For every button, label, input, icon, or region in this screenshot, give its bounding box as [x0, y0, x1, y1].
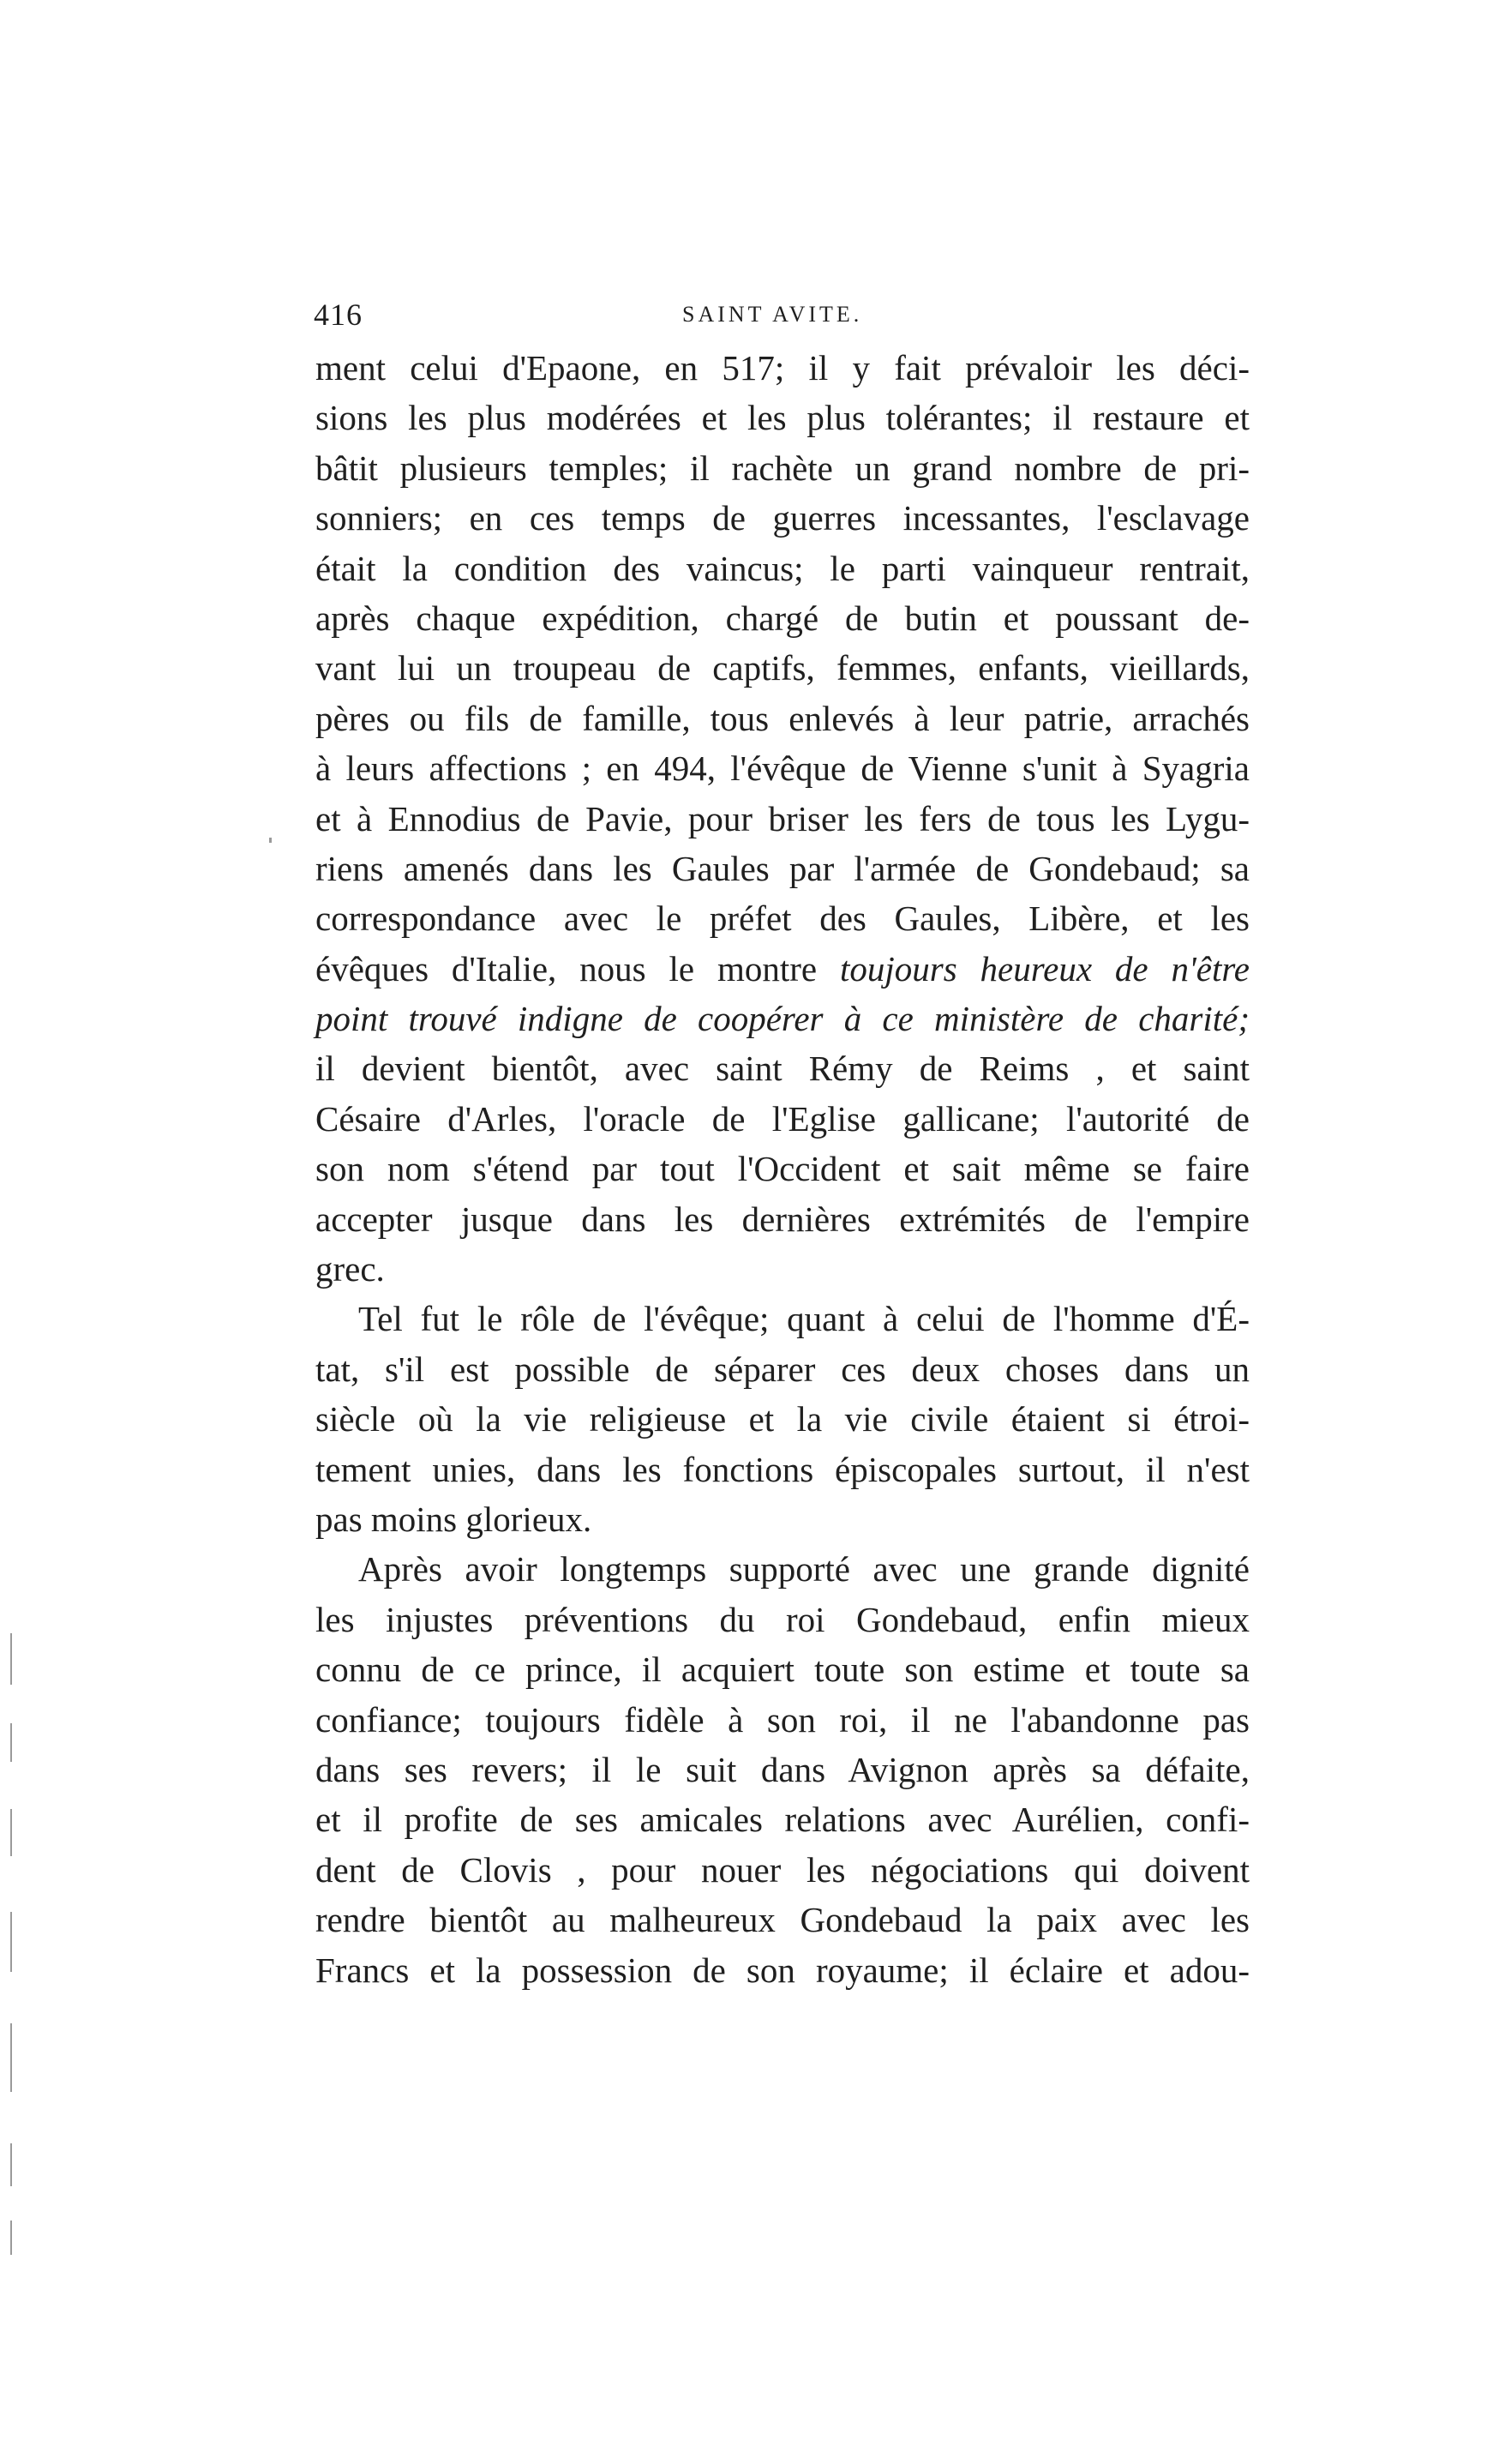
scan-mark — [10, 2143, 12, 2186]
text-line: Après avoir longtemps supporté avec une grande dignité — [358, 1549, 1250, 1590]
text-line: siècle où la vie religieuse et la vie civile étaient si étroi- — [315, 1399, 1250, 1439]
text-line: connu de ce prince, il acquiert toute son estime et toute sa — [315, 1650, 1250, 1690]
text-line: il devient bientôt, avec saint Rémy de Reims , et saint — [315, 1049, 1250, 1089]
text-line: tat, s'il est possible de séparer ces deux choses dans un — [315, 1349, 1250, 1389]
text-line: rendre bientôt au malheureux Gondebaud la paix avec les — [315, 1900, 1250, 1940]
text-line: son nom s'étend par tout l'Occident et sait même se faire — [315, 1149, 1250, 1189]
text-line: accepter jusque dans les dernières extrémités de l'empire — [315, 1199, 1250, 1239]
text-line: correspondance avec le préfet des Gaules, Libère, et les — [315, 898, 1250, 939]
text-line: bâtit plusieurs temples; il rachète un grand nombre de pri- — [315, 448, 1250, 488]
text-line: grec. — [315, 1249, 385, 1289]
scan-mark — [10, 2023, 12, 2092]
scan-mark — [10, 1809, 12, 1856]
scan-mark — [10, 1912, 12, 1972]
body-text — [315, 343, 1250, 1995]
scan-mark — [10, 2221, 12, 2255]
text-line: tement unies, dans les fonctions épiscopales surtout, il n'est — [315, 1449, 1250, 1489]
text-line: sonniers; en ces temps de guerres incessantes, l'esclavage — [315, 498, 1250, 538]
text-line: Francs et la possession de son royaume; il éclaire et adou- — [315, 1950, 1250, 1990]
italic-segment: point trouvé indigne de coopérer à ce ministère de charité; — [315, 999, 1250, 1039]
text-line: ment celui d'Epaone, en 517; il y fait prévaloir les déci- — [315, 348, 1250, 388]
text-line: dans ses revers; il le suit dans Avignon après sa défaite, — [315, 1749, 1250, 1789]
text-line: était la condition des vaincus; le parti vainqueur rentrait, — [315, 548, 1250, 588]
italic-segment: toujours heureux de n'être — [839, 948, 1250, 989]
text-line: sions les plus modérées et les plus tolérantes; il restaure et — [315, 398, 1250, 438]
scan-mark — [10, 1723, 12, 1762]
text-line: riens amenés dans les Gaules par l'armée de Gondebaud; sa — [315, 848, 1250, 888]
text-line: et il profite de ses amicales relations avec Aurélien, confi- — [315, 1800, 1250, 1840]
text-line: et à Ennodius de Pavie, pour briser les fers de tous les Lygu- — [315, 798, 1250, 838]
scan-mark — [10, 1633, 12, 1685]
text-line-italic — [315, 994, 1250, 1043]
text-line: vant lui un troupeau de captifs, femmes, enfants, vieillards, — [315, 648, 1250, 688]
text-line: Tel fut le rôle de l'évêque; quant à celui de l'homme d'É- — [358, 1299, 1250, 1339]
page-number: 416 — [314, 297, 363, 332]
text-line: Césaire d'Arles, l'oracle de l'Eglise gallicane; l'autorité de — [315, 1098, 1250, 1139]
text-line: dent de Clovis , pour nouer les négociations qui doivent — [315, 1849, 1250, 1890]
text-line: confiance; toujours fidèle à son roi, il ne l'abandonne pas — [315, 1699, 1250, 1740]
text-line: pères ou fils de famille, tous enlevés à leur patrie, arrachés — [315, 698, 1250, 738]
text-segment: évêques d'Italie, nous le montre — [315, 948, 818, 989]
text-line: à leurs affections ; en 494, l'évêque de Vienne s'unit à Syagria — [315, 748, 1250, 789]
text-line: après chaque expédition, chargé de butin et poussant de- — [315, 598, 1250, 638]
running-header — [314, 297, 1256, 340]
text-line: pas moins glorieux. — [315, 1499, 592, 1539]
text-line: les injustes préventions du roi Gondebaud, enfin mieux — [315, 1599, 1250, 1639]
text-line-mixed — [315, 944, 1250, 994]
running-title: SAINT AVITE. — [682, 302, 863, 327]
scan-mark — [269, 838, 272, 843]
